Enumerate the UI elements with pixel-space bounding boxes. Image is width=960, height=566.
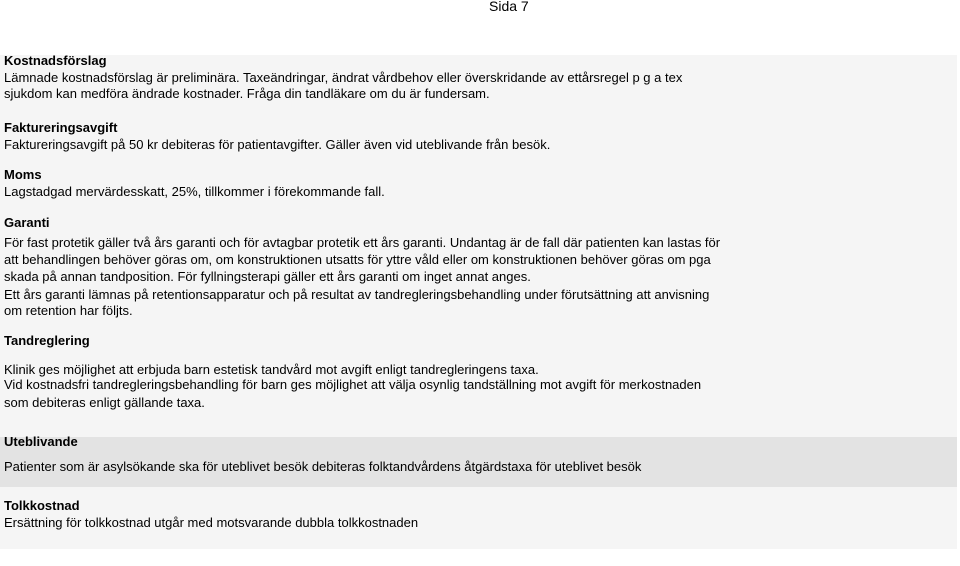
paragraph-line: sjukdom kan medföra ändrade kostnader. Fråga din tandläkare om du är fundersam. [4,86,490,101]
heading-moms: Moms [4,167,42,182]
paragraph-line: skada på annan tandposition. För fyllningsterapi gäller ett års garanti om inget annat anges. [4,269,531,284]
paragraph-line: om retention har följts. [4,303,133,318]
paragraph-line: Lagstadgad mervärdesskatt, 25%, tillkommer i förekommande fall. [4,184,385,199]
heading-kostnadsforslag: Kostnadsförslag [4,53,107,68]
paragraph-line: Faktureringsavgift på 50 kr debiteras för patientavgifter. Gäller även vid uteblivande från besök. [4,137,551,152]
paragraph-line: Ett års garanti lämnas på retentionsapparatur och på resultat av tandregleringsbehandling under förutsättning att anvisning [4,287,710,302]
heading-tolkkostnad: Tolkkostnad [4,498,80,513]
paragraph-line: Patienter som är asylsökande ska för uteblivet besök debiteras folktandvårdens åtgärdstaxa för uteblivet besök [4,459,642,474]
heading-tandreglering: Tandreglering [4,333,90,348]
heading-garanti: Garanti [4,215,50,230]
heading-uteblivande: Uteblivande [4,434,78,449]
paragraph-line: som debiteras enligt gällande taxa. [4,395,205,410]
paragraph-line: För fast protetik gäller två års garanti och för avtagbar protetik ett års garanti. Undantag är de fall där patienten kan lastas för [4,235,721,250]
paragraph-line: Ersättning för tolkkostnad utgår med motsvarande dubbla tolkkostnaden [4,515,419,530]
paragraph-line: Vid kostnadsfri tandregleringsbehandling för barn ges möjlighet att välja osynlig tandställning mot avgift för merkostnaden [4,377,702,392]
heading-faktureringsavgift: Faktureringsavgift [4,120,118,135]
page-number: Sida 7 [489,0,529,14]
paragraph-line: att behandlingen behöver göras om, om konstruktionen utsatts för yttre våld eller om konstruktionen behöver göras om pga [4,252,711,267]
paragraph-line: Lämnade kostnadsförslag är preliminära. Taxeändringar, ändrat vårdbehov eller överskridande av ettårsregel p g a tex [4,70,683,85]
paragraph-line: Klinik ges möjlighet att erbjuda barn estetisk tandvård mot avgift enligt tandregleringens taxa. [4,362,539,377]
